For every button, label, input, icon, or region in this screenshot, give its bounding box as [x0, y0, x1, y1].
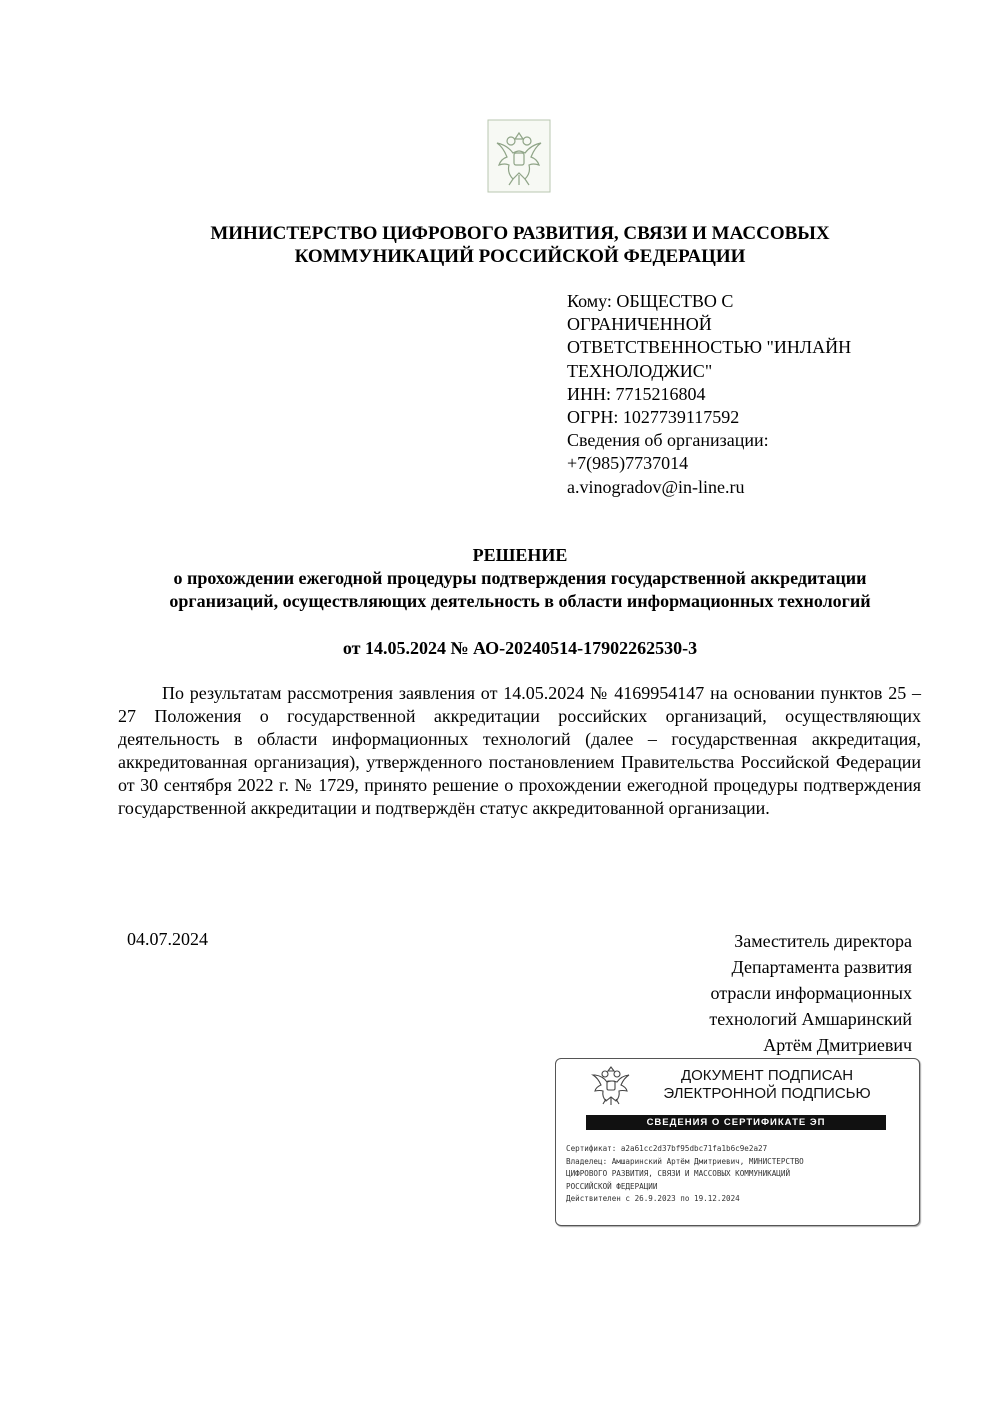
decision-number: от 14.05.2024 № АО-20240514-17902262530-3 — [342, 638, 698, 658]
stamp-owner-line: РОССИЙСКОЙ ФЕДЕРАЦИИ — [566, 1181, 658, 1191]
coat-of-arms-icon — [487, 119, 551, 193]
signatory-line: Департамента развития — [731, 957, 912, 977]
stamp-owner-line: ЦИФРОВОГО РАЗВИТИЯ, СВЯЗИ И МАССОВЫХ КОММУНИКАЦИЙ — [566, 1169, 791, 1178]
addressee-block — [567, 290, 927, 499]
signatory-line: технологий Амшаринский — [709, 1009, 912, 1029]
addressee-line: ОТВЕТСТВЕННОСТЬЮ "ИНЛАЙН — [567, 337, 852, 358]
addressee-inn: ИНН: 7715216804 — [567, 383, 706, 404]
stamp-certificate-serial: Сертификат: a2a61cc2d37bf95dbc71fa1b6c9e2a27 — [566, 1144, 768, 1153]
stamp-owner-line: Владелец: Амшаринский Артём Дмитриевич, МИНИСТЕРСТВО — [566, 1156, 804, 1166]
signatory-block — [600, 928, 912, 1058]
stamp-title-line: ЭЛЕКТРОННОЙ ПОДПИСЬЮ — [663, 1085, 871, 1102]
signatory-line: Заместитель директора — [734, 931, 912, 951]
ministry-name — [100, 222, 940, 268]
decision-subtitle-line: о прохождении ежегодной процедуры подтверждения государственной аккредитации — [173, 568, 867, 588]
ministry-name-line: КОММУНИКАЦИЙ РОССИЙСКОЙ ФЕДЕРАЦИИ — [294, 246, 746, 267]
addressee-line: ТЕХНОЛОДЖИС" — [567, 360, 713, 381]
addressee-info-label: Сведения об организации: — [567, 430, 769, 451]
addressee-phone: +7(985)7737014 — [567, 453, 689, 474]
stamp-title — [652, 1067, 882, 1103]
stamp-validity: Действителен с 26.9.2023 по 19.12.2024 — [566, 1194, 740, 1203]
stamp-coat-of-arms-icon — [589, 1063, 633, 1109]
addressee-line: Кому: ОБЩЕСТВО С — [567, 291, 734, 311]
addressee-ogrn: ОГРН: 1027739117592 — [567, 407, 740, 428]
stamp-certificate-bar: СВЕДЕНИЯ О СЕРТИФИКАТЕ ЭП — [586, 1115, 886, 1130]
signatory-line: отрасли информационных — [710, 983, 912, 1003]
stamp-certificate-details — [566, 1143, 911, 1206]
stamp-title-line: ДОКУМЕНТ ПОДПИСАН — [680, 1067, 854, 1084]
decision-title — [80, 544, 960, 613]
decision-body-text: По результатам рассмотрения заявления от 14.05.2024 № 4169954147 на основании пунктов 25 – 27 Положения о государственной аккредитации российских организаций, осуществляющих деятельность в области информационных технологий (далее – государственная аккредитация, аккредитованная организация), утвержденного постановлением Правительства Российской Федерации от 30 сентября 2022 г. № 1729, принято решение о прохождении ежегодной процедуры подтверждения государственной аккредитации и подтверждён статус аккредитованной организации. — [118, 683, 921, 818]
ministry-name-line: МИНИСТЕРСТВО ЦИФРОВОГО РАЗВИТИЯ, СВЯЗИ И МАССОВЫХ — [210, 223, 830, 244]
electronic-signature-stamp — [555, 1058, 920, 1226]
decision-subtitle-line: организаций, осуществляющих деятельность в области информационных технологий — [169, 591, 871, 611]
signatory-line: Артём Дмитриевич — [763, 1035, 912, 1055]
decision-heading: РЕШЕНИЕ — [472, 545, 568, 565]
signature-date: 04.07.2024 — [127, 929, 208, 949]
addressee-line: ОГРАНИЧЕННОЙ — [567, 314, 712, 335]
addressee-email: a.vinogradov@in-line.ru — [567, 476, 745, 497]
